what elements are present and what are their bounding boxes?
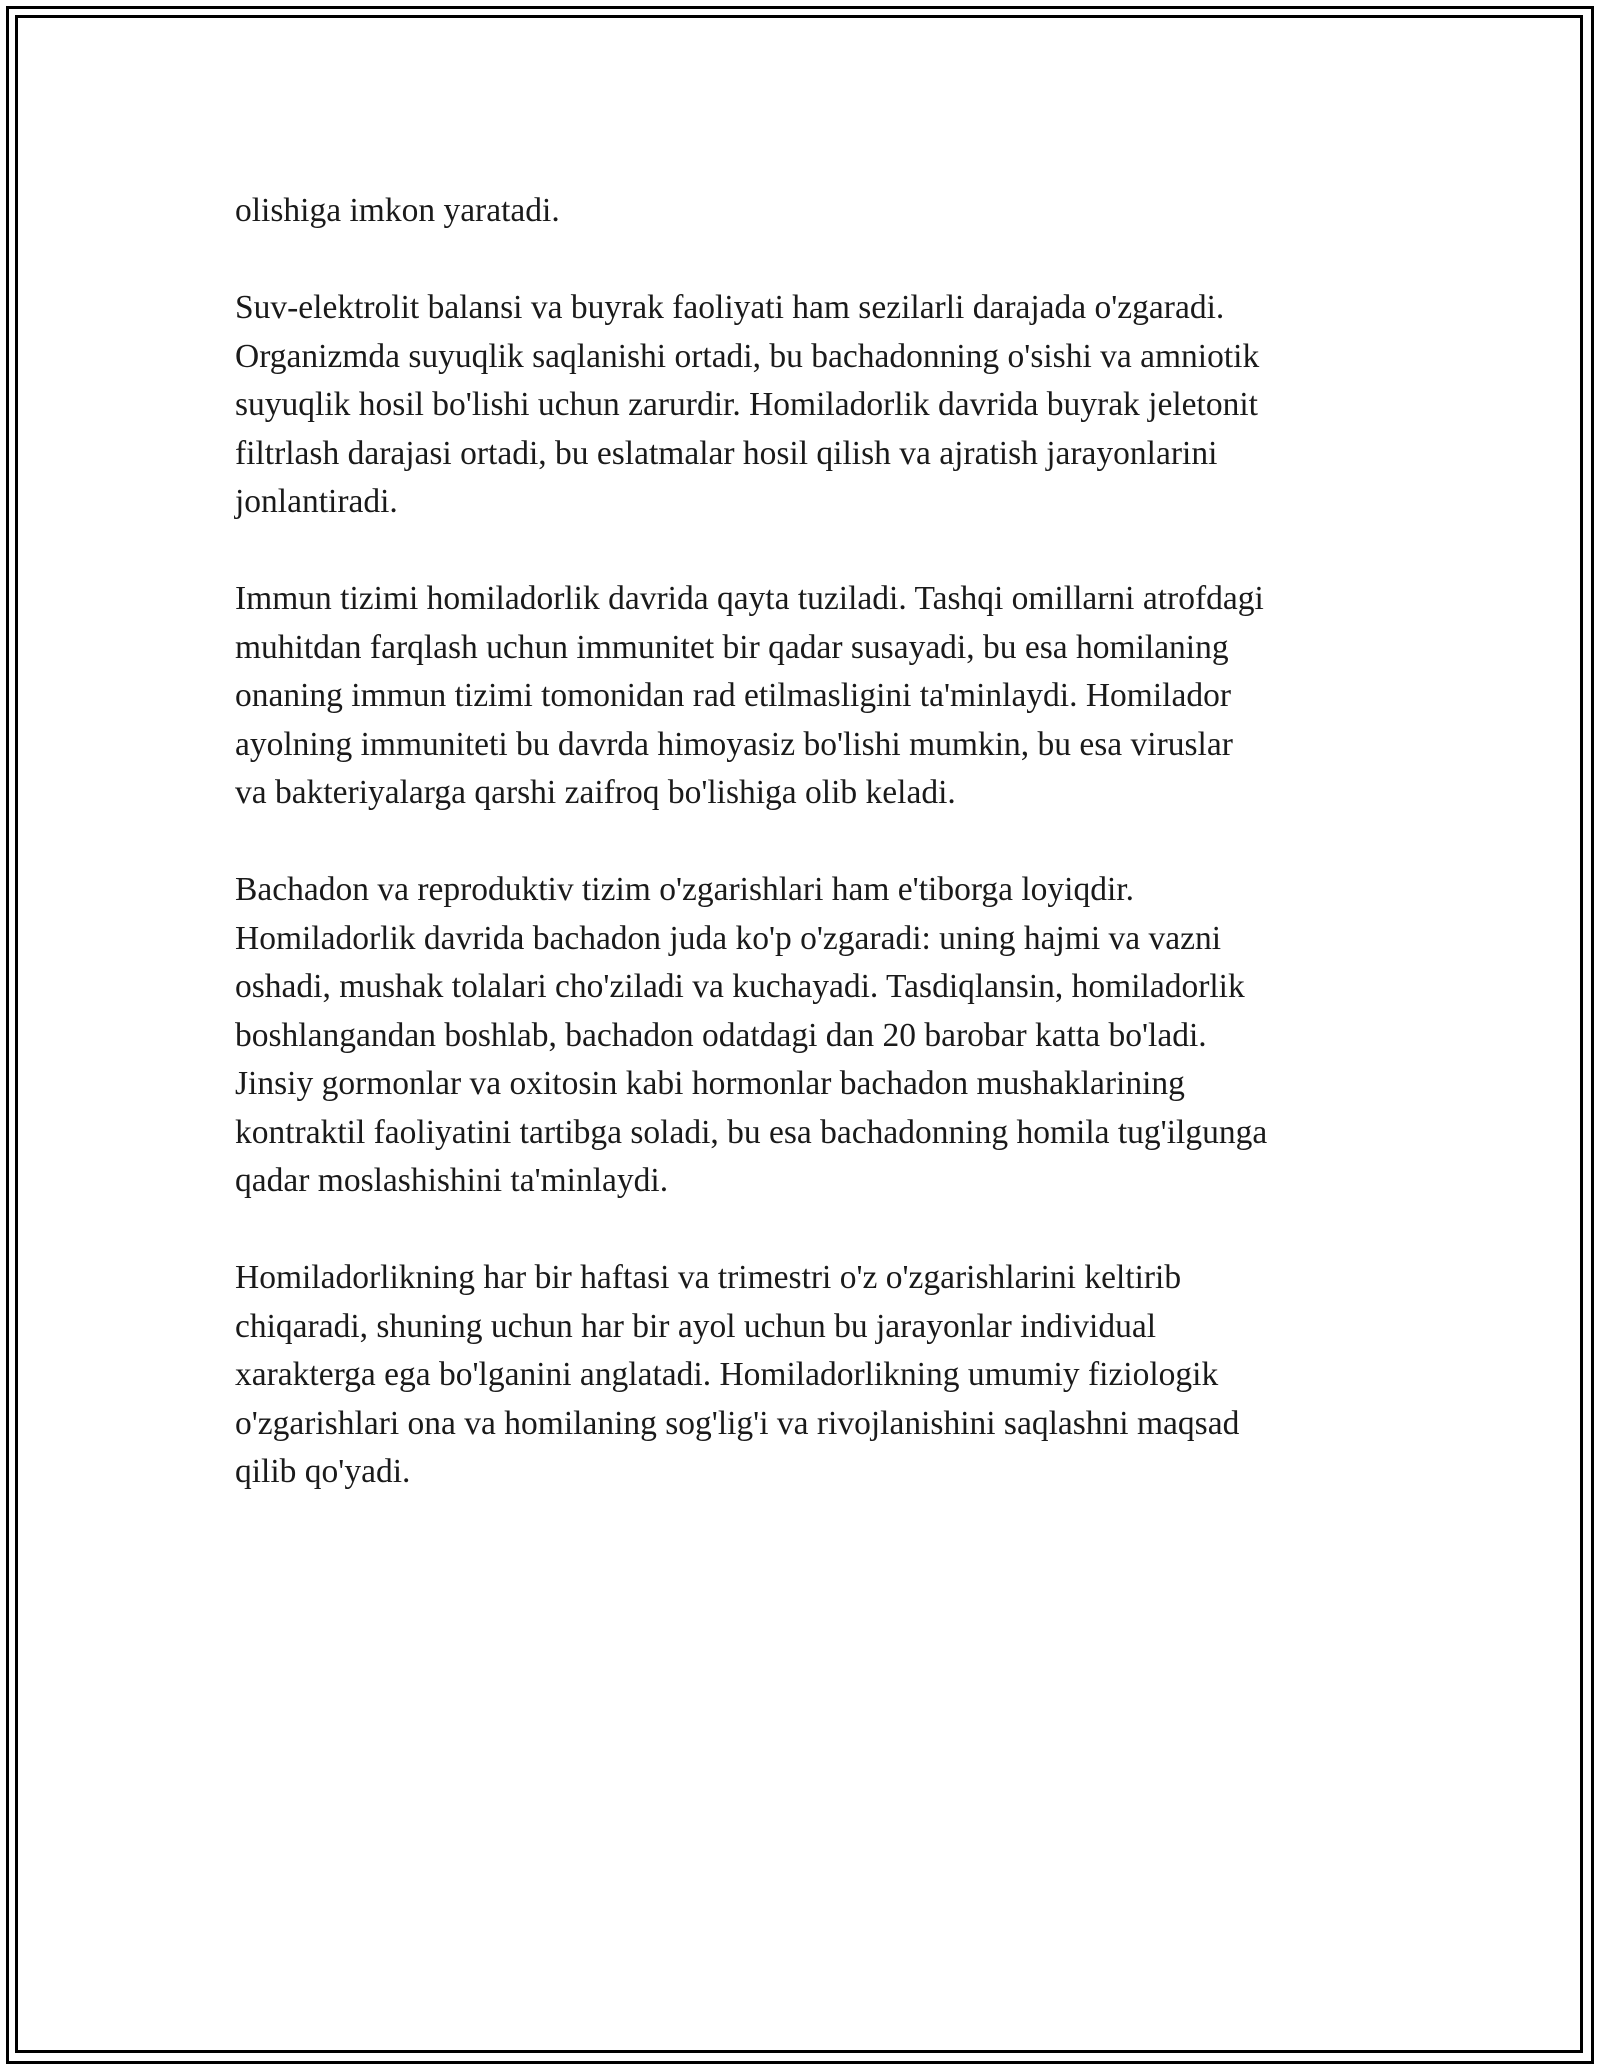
document-body [235, 187, 1375, 1545]
text-line: filtrlash darajasi ortadi, bu eslatmalar hosil qilish va ajratish jarayonlarini [235, 434, 1218, 472]
text-line: va bakteriyalarga qarshi zaifroq bo'lishiga olib keladi. [235, 774, 956, 811]
paragraph-4 [235, 866, 1375, 1206]
text-line: qadar moslashishini ta'minlaydi. [235, 1162, 669, 1199]
paragraph-2 [235, 284, 1375, 527]
text-line: onaning immun tizimi tomonidan rad etilmasligini ta'minlaydi. Homilador [235, 677, 1232, 714]
paragraph-5 [235, 1254, 1375, 1497]
text-line: Immun tizimi homiladorlik davrida qayta tuziladi. Tashqi omillarni atrofdagi [235, 580, 1264, 617]
text-line: Bachadon va reproduktiv tizim o'zgarishlari ham e'tiborga loyiqdir. [235, 871, 1134, 908]
text-line: ayolning immuniteti bu davrda himoyasiz bo'lishi mumkin, bu esa viruslar [235, 725, 1233, 763]
text-line: muhitdan farqlash uchun immunitet bir qadar susayadi, bu esa homilaning [235, 628, 1229, 666]
text-line: suyuqlik hosil bo'lishi uchun zarurdir. Homiladorlik davrida buyrak jeletonit [235, 386, 1258, 423]
text-line: o'zgarishlari ona va homilaning sog'lig'i va rivojlanishini saqlashni maqsad [235, 1404, 1240, 1442]
text-line: qilib qo'yadi. [235, 1453, 411, 1490]
text-line: oshadi, mushak tolalari cho'ziladi va kuchayadi. Tasdiqlansin, homiladorlik [235, 968, 1245, 1005]
text-line: chiqaradi, shuning uchun har bir ayol uchun bu jarayonlar individual [235, 1307, 1157, 1345]
text-line: boshlangandan boshlab, bachadon odatdagi dan 20 barobar katta bo'ladi. [235, 1016, 1207, 1054]
text-line: jonlantiradi. [235, 483, 398, 520]
text-line: Homiladorlikning har bir haftasi va trimestri o'z o'zgarishlarini keltirib [235, 1259, 1182, 1296]
text-line: kontraktil faoliyatini tartibga soladi, bu esa bachadonning homila tug'ilgunga [235, 1113, 1268, 1151]
text-line: Jinsiy gormonlar va oxitosin kabi hormonlar bachadon mushaklarining [235, 1065, 1185, 1102]
text-line: Homiladorlik davrida bachadon juda ko'p o'zgaradi: uning hajmi va vazni [235, 919, 1222, 957]
text-line: xarakterga ega bo'lganini anglatadi. Homiladorlikning umumiy fiziologik [235, 1356, 1219, 1393]
text-line: Organizmda suyuqlik saqlanishi ortadi, bu bachadonning o'sishi va amniotik [235, 337, 1260, 375]
paragraph-1 [235, 187, 1375, 236]
text-line: Suv-elektrolit balansi va buyrak faoliyati ham sezilarli darajada o'zgaradi. [235, 289, 1225, 326]
text-line: olishiga imkon yaratadi. [235, 192, 560, 229]
paragraph-3 [235, 575, 1375, 818]
